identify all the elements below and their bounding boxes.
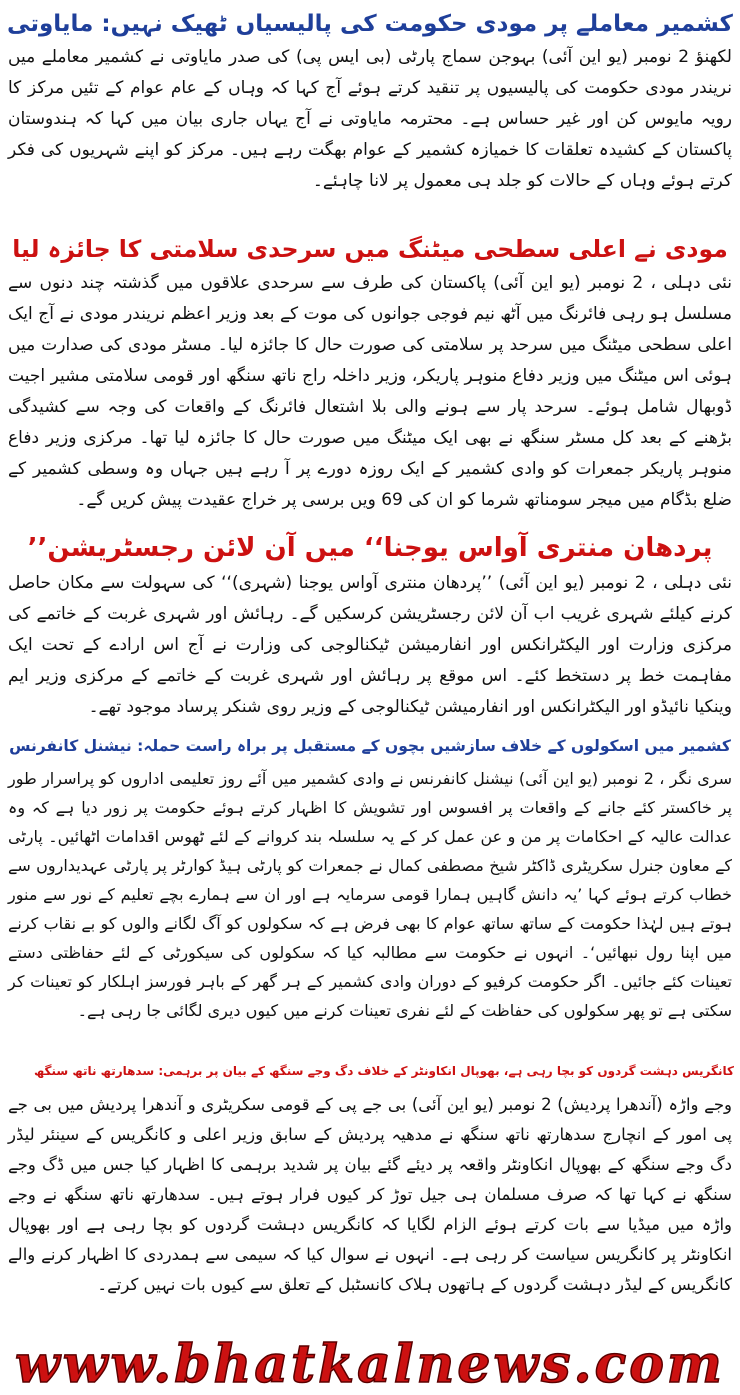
article-body: لکھنؤ 2 نومبر (یو این آئی) بہوجن سماج پارٹی (بی ایس پی) کی صدر مایاوتی نے کشمیر معاملے میں نریندر مودی حکومت کی پالیسیوں پر تنقید کرتے ہوئے آج کہا کہ وہاں کے عام عوام کے تئیں مرکز کا رویہ مایوس کن اور غیر حساس ہے۔ محترمہ مایاوتی نے آج یہاں جاری بیان میں کہا کہ ہندوستان پاکستان کے کشیدہ تعلقات کا خمیازہ کشمیر کے عوام بھگت رہے ہیں۔ مرکز کو اپنے شہریوں کی فکر کرتے ہوئے وہاں کے حالات کو جلد ہی معمول پر لانا چاہئے۔ (8, 47, 732, 191)
article-headline: کشمیر میں اسکولوں کے خلاف سازشیں بچوں کے مستقبل پر براہ راست حملہ: نیشنل کانفرنس (9, 737, 731, 755)
article-body: نئی دہلی ، 2 نومبر (یو این آئی) پاکستان کی طرف سے سرحدی علاقوں میں گذشتہ چند دنوں سے مسلسل ہو رہی فائرنگ میں آٹھ نیم فوجی جوانوں کی موت کے بعد وزیر اعظم نریندر مودی نے آج ایک اعلی سطحی میٹنگ میں سرحد پر سلامتی کی صورت حال کا جائزہ لیا۔ مسٹر مودی کی صدارت میں ہوئی اس میٹنگ میں وزیر دفاع منوہر پاریکر، وزیر داخلہ راج ناتھ سنگھ اور قومی سلامتی مشیر اجیت ڈوبھال شامل ہوئے۔ سرحد پار سے ہونے والی بلا اشتعال فائرنگ کے واقعات کی وجہ سے کشیدگی بڑھنے کے بعد کل مسٹر سنگھ نے بھی ایک میٹنگ میں صورت حال کا جائزہ لیا تھا۔ مرکزی وزیر دفاع منوہر پاریکر جمعرات کو وادی کشمیر کے ایک روزہ دورے پر آ رہے ہیں جہاں وہ وسطی کشمیر کے ضلع بڈگام میں میجر سومناتھ شرما کو ان کی 69 ویں برسی پر خراج عقیدت پیش کریں گے۔ (8, 273, 733, 510)
article-kashmir-schools (6, 728, 734, 1050)
article-headline: کانگریس دہشت گردوں کو بچا رہی ہے، بھوپال انکاونٹر کے خلاف دگ وجے سنگھ کے بیان پر برہمی: سدھارتھ ناتھ سنگھ (33, 1064, 734, 1078)
article-awas-yojana (6, 528, 734, 728)
article-body: سری نگر ، 2 نومبر (یو این آئی) نیشنل کانفرنس نے وادی کشمیر میں آئے روز تعلیمی اداروں کو پراسرار طور پر خاکستر کئے جانے کے واقعات پر افسوس اور تشویش کا اظہار کرتے ہوئے حکومت پر زور دیا ہے کہ وہ عدالت عالیہ کے احکامات پر من و عن عمل کر کے یہ سلسلہ بند کروانے کے لئے ٹھوس اقدامات اٹھائیں۔ پارٹی کے معاون جنرل سکریٹری ڈاکٹر شیخ مصطفی کمال نے جمعرات کو پارٹی ہیڈ کوارٹر پر پارٹی عہدیداروں سے خطاب کرتے ہوئے کہا ’یہ دانش گاہیں ہمارا قومی سرمایہ ہے اور ان سے ہمارے بچے تعلیم کے نور سے منور ہوتے ہیں لہٰذا حکومت کے ساتھ ساتھ عوام کا بھی فرض ہے کہ سکولوں کو آگ لگانے والوں کو بے نقاب کرنے میں اپنا رول نبھائیں‘۔ انہوں نے حکومت سے مطالبہ کیا کہ سکولوں کی سیکورٹی کے لئے حفاظتی دستے تعینات کئے جائیں۔ اگر حکومت کرفیو کے دوران وادی کشمیر کے ہر گھر کے باہر فورسز اہلکار کو تعینات کر سکتی ہے تو پھر سکولوں کی حفاظت کے لئے نفری تعینات کرنے میں کیوں دیری لگائی جا رہی ہے۔ (8, 769, 733, 1020)
article-headline: کشمیر معاملے پر مودی حکومت کی پالیسیاں ٹھیک نہیں: مایاوتی (7, 11, 733, 37)
site-url: www.bhatkalnews.com (15, 1333, 725, 1395)
article-mayawati (6, 6, 734, 230)
article-headline: مودی نے اعلی سطحی میٹنگ میں سرحدی سلامتی کا جائزہ لیا (12, 235, 728, 263)
site-watermark (0, 1333, 740, 1395)
article-modi-border (6, 230, 734, 526)
article-body: نئی دہلی ، 2 نومبر (یو این آئی) ’’پردھان منتری آواس یوجنا (شہری)‘‘ کی سہولت سے مکان حاصل کرنے کیلئے شہری غریب اب آن لائن رجسٹریشن کرسکیں گے۔ رہائش اور شہری غربت کے خاتمے کی مرکزی وزارت اور الیکٹرانکس اور انفارمیشن ٹیکنالوجی کی وزارت نے آج اس ارادے کے تحت ایک مفاہمت خط پر دستخط کئے۔ اس موقع پر رہائش اور شہری غربت کے خاتمے کے مرکزی وزیر ایم وینکیا نائیڈو اور الیکٹرانکس اور انفارمیشن ٹیکنالوجی کے وزیر روی شنکر پرساد موجود تھے۔ (8, 573, 733, 717)
article-headline: ’’پردھان منتری آواس یوجنا‘‘ میں آن لائن رجسٹریشن (27, 533, 713, 563)
article-body: وجے واڑہ (آندھرا پردیش) 2 نومبر (یو این آئی) بی جے پی کے قومی سکریٹری و آندھرا پردیش میں بی جے پی امور کے انچارج سدھارتھ ناتھ سنگھ نے مدھیہ پردیش کے سابق وزیر اعلی و کانگریس کے سینئر لیڈر دگ وجے سنگھ کے بھوپال انکاونٹر واقعہ پر دیئے گئے بیان پر شدید برہمی کا اظہار کیا جس میں ڈگ وجے سنگھ نے کہا تھا کہ صرف مسلمان ہی جیل توڑ کر کیوں فرار ہوتے ہیں۔ سدھارتھ ناتھ سنگھ نے وجے واڑہ میں میڈیا سے بات کرتے ہوئے الزام لگایا کہ کانگریس دہشت گردوں کو بچا رہی ہے اور بھوپال انکاونٹر پر کانگریس سیاست کر رہی ہے۔ انہوں نے سوال کیا کہ سیمی سے ہمدردی کا اظہار کرنے والے کانگریس کے لیڈر دہشت گردوں کے ہاتھوں ہلاک کانسٹبل کے تعلق سے کیوں بات نہیں کرتے۔ (8, 1095, 732, 1294)
article-congress-bhopal (6, 1052, 734, 1336)
